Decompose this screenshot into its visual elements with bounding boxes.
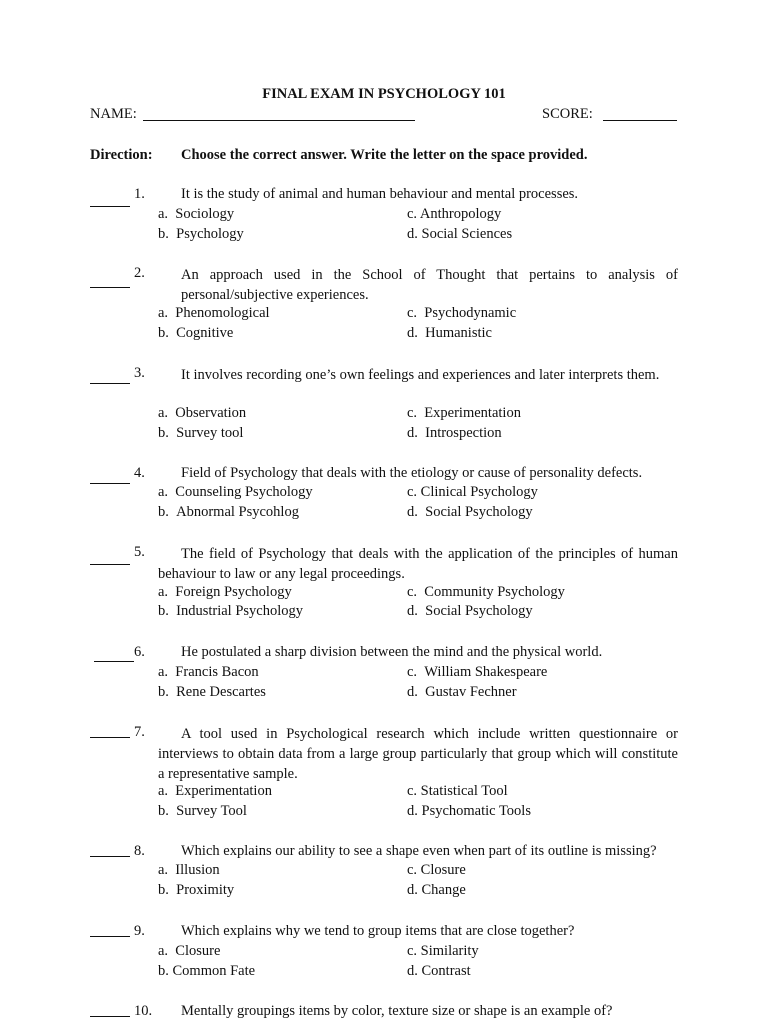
option-c: c. Statistical Tool [407,783,508,799]
option-d: d. Psychomatic Tools [407,803,531,819]
question-stem: Which explains our ability to see a shape even when part of its outline is missing? [181,843,657,859]
answer-blank[interactable] [90,936,130,937]
option-b: b. Common Fate [158,963,256,979]
option-d: d. Gustav Fechner [407,684,517,700]
option-b: b. Proximity [158,882,235,898]
option-a: a. Illusion [158,862,220,878]
question-number: 4. [134,465,145,481]
question-stem: An approach used in the School of Thought that pertains to analysis of personal/subjective experiences. [181,267,678,303]
option-a: a. Experimentation [158,783,272,799]
question-stem: The field of Psychology that deals with the application of the principles of human behaviour to law or any legal proceedings. [158,546,678,582]
option-d: d. Social Psychology [407,504,533,520]
question-number: 5. [134,544,145,560]
option-b: b. Industrial Psychology [158,603,303,619]
option-a: a. Francis Bacon [158,664,259,680]
option-b: b. Psychology [158,226,244,242]
direction-text: Choose the correct answer. Write the letter on the space provided. [181,147,588,163]
question-number: 9. [134,923,145,939]
option-d: d. Social Sciences [407,226,513,242]
option-a: a. Observation [158,405,247,421]
option-d: d. Introspection [407,425,502,441]
option-c: c. Similarity [407,943,479,959]
option-c: c. William Shakespeare [407,664,548,680]
option-d: d. Contrast [407,963,471,979]
header-fields [90,106,680,126]
question-number: 2. [134,265,145,281]
answer-blank[interactable] [90,564,130,565]
option-a: a. Foreign Psychology [158,584,292,600]
option-d: d. Social Psychology [407,603,533,619]
answer-blank[interactable] [90,737,130,738]
option-b: b. Survey tool [158,425,244,441]
option-a: a. Sociology [158,206,235,222]
option-c: c. Psychodynamic [407,305,517,321]
option-b: b. Abnormal Psycohlog [158,504,299,520]
option-d: d. Change [407,882,466,898]
option-b: b. Cognitive [158,325,234,341]
option-c: c. Community Psychology [407,584,565,600]
question-stem: A tool used in Psychological research which include written questionnaire or interviews to obtain data from a large group particularly that group which will constitute a representative sample. [158,726,678,782]
score-field-line[interactable] [603,120,677,121]
question-stem: He postulated a sharp division between the mind and the physical world. [181,644,603,660]
option-c: c. Clinical Psychology [407,484,538,500]
option-c: c. Experimentation [407,405,521,421]
answer-blank[interactable] [90,287,130,288]
option-b: b. Rene Descartes [158,684,266,700]
question-number: 3. [134,365,145,381]
name-field-line[interactable] [143,120,415,121]
question-stem-wrap [181,265,678,305]
answer-blank[interactable] [90,483,130,484]
question-stem: Field of Psychology that deals with the etiology or cause of personality defects. [181,465,643,481]
question-stem: Mentally groupings items by color, texture size or shape is an example of? [181,1003,613,1019]
question-stem: It involves recording one’s own feelings and experiences and later interprets them. [181,367,660,383]
option-c: c. Closure [407,862,466,878]
option-b: b. Survey Tool [158,803,247,819]
answer-blank[interactable] [90,206,130,207]
option-a: a. Phenomological [158,305,270,321]
option-d: d. Humanistic [407,325,492,341]
name-label: NAME: [90,106,137,122]
option-c: c. Anthropology [407,206,502,222]
question-stem: Which explains why we tend to group items that are close together? [181,923,575,939]
question-number: 10. [134,1003,153,1019]
question-number: 8. [134,843,145,859]
direction-label: Direction: [90,147,153,163]
answer-blank[interactable] [90,1016,130,1017]
answer-blank[interactable] [94,661,134,662]
question-stem: It is the study of animal and human behaviour and mental processes. [181,186,579,202]
answer-blank[interactable] [90,383,130,384]
exam-title: FINAL EXAM IN PSYCHOLOGY 101 [262,86,506,102]
option-a: a. Closure [158,943,221,959]
score-label: SCORE: [542,106,593,122]
question-number: 1. [134,186,145,202]
question-number: 7. [134,724,145,740]
question-number: 6. [134,644,145,660]
option-a: a. Counseling Psychology [158,484,313,500]
answer-blank[interactable] [90,856,130,857]
